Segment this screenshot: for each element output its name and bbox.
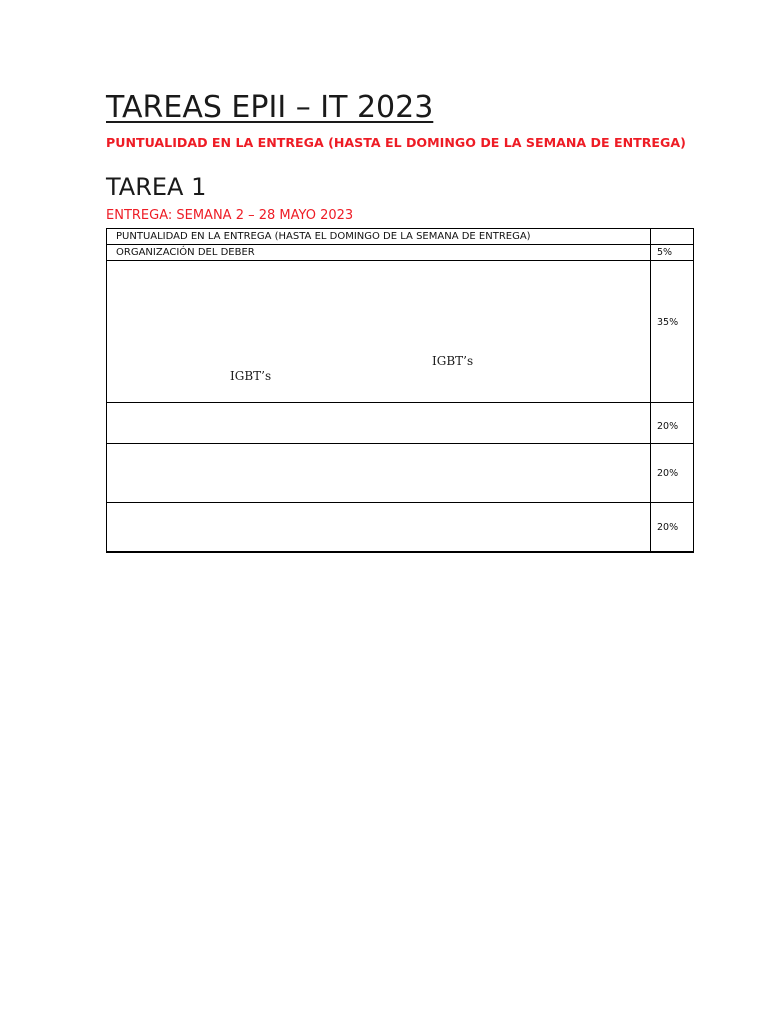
weight-value: 20% — [657, 420, 679, 432]
table-row — [107, 261, 694, 403]
criterion-weight: 20% — [651, 444, 694, 503]
criterion-weight: 5% — [651, 245, 694, 261]
task-due-date: ENTREGA: SEMANA 2 – 28 MAYO 2023 — [106, 208, 354, 223]
criterion-label: PUNTUALIDAD EN LA ENTREGA (HASTA EL DOMINGO DE LA SEMANA DE ENTREGA) — [107, 229, 651, 245]
criterion-label: ORGANIZACIÓN DEL DEBER — [107, 245, 651, 261]
page-subtitle: PUNTUALIDAD EN LA ENTREGA (HASTA EL DOMINGO DE LA SEMANA DE ENTREGA) — [106, 135, 686, 150]
table-row — [107, 229, 694, 245]
criterion-description — [107, 403, 651, 444]
task-title: TAREA 1 — [106, 173, 207, 201]
criterion-description — [107, 503, 651, 553]
table-row — [107, 403, 694, 444]
criterion-weight — [651, 261, 694, 403]
table-row — [107, 503, 694, 553]
grading-table — [106, 228, 694, 553]
criterion-weight — [651, 403, 694, 444]
igbt-text-fragment: IGBT’s — [432, 354, 474, 368]
igbt-text-fragment: IGBT’s — [230, 369, 272, 383]
weight-value: 35% — [657, 317, 679, 328]
table-row — [107, 245, 694, 261]
page-title: TAREAS EPII – IT 2023 — [106, 90, 434, 125]
criterion-description — [107, 444, 651, 503]
criterion-weight — [651, 229, 694, 245]
criterion-description — [107, 261, 651, 403]
table-row — [107, 444, 694, 503]
criterion-weight: 20% — [651, 503, 694, 553]
